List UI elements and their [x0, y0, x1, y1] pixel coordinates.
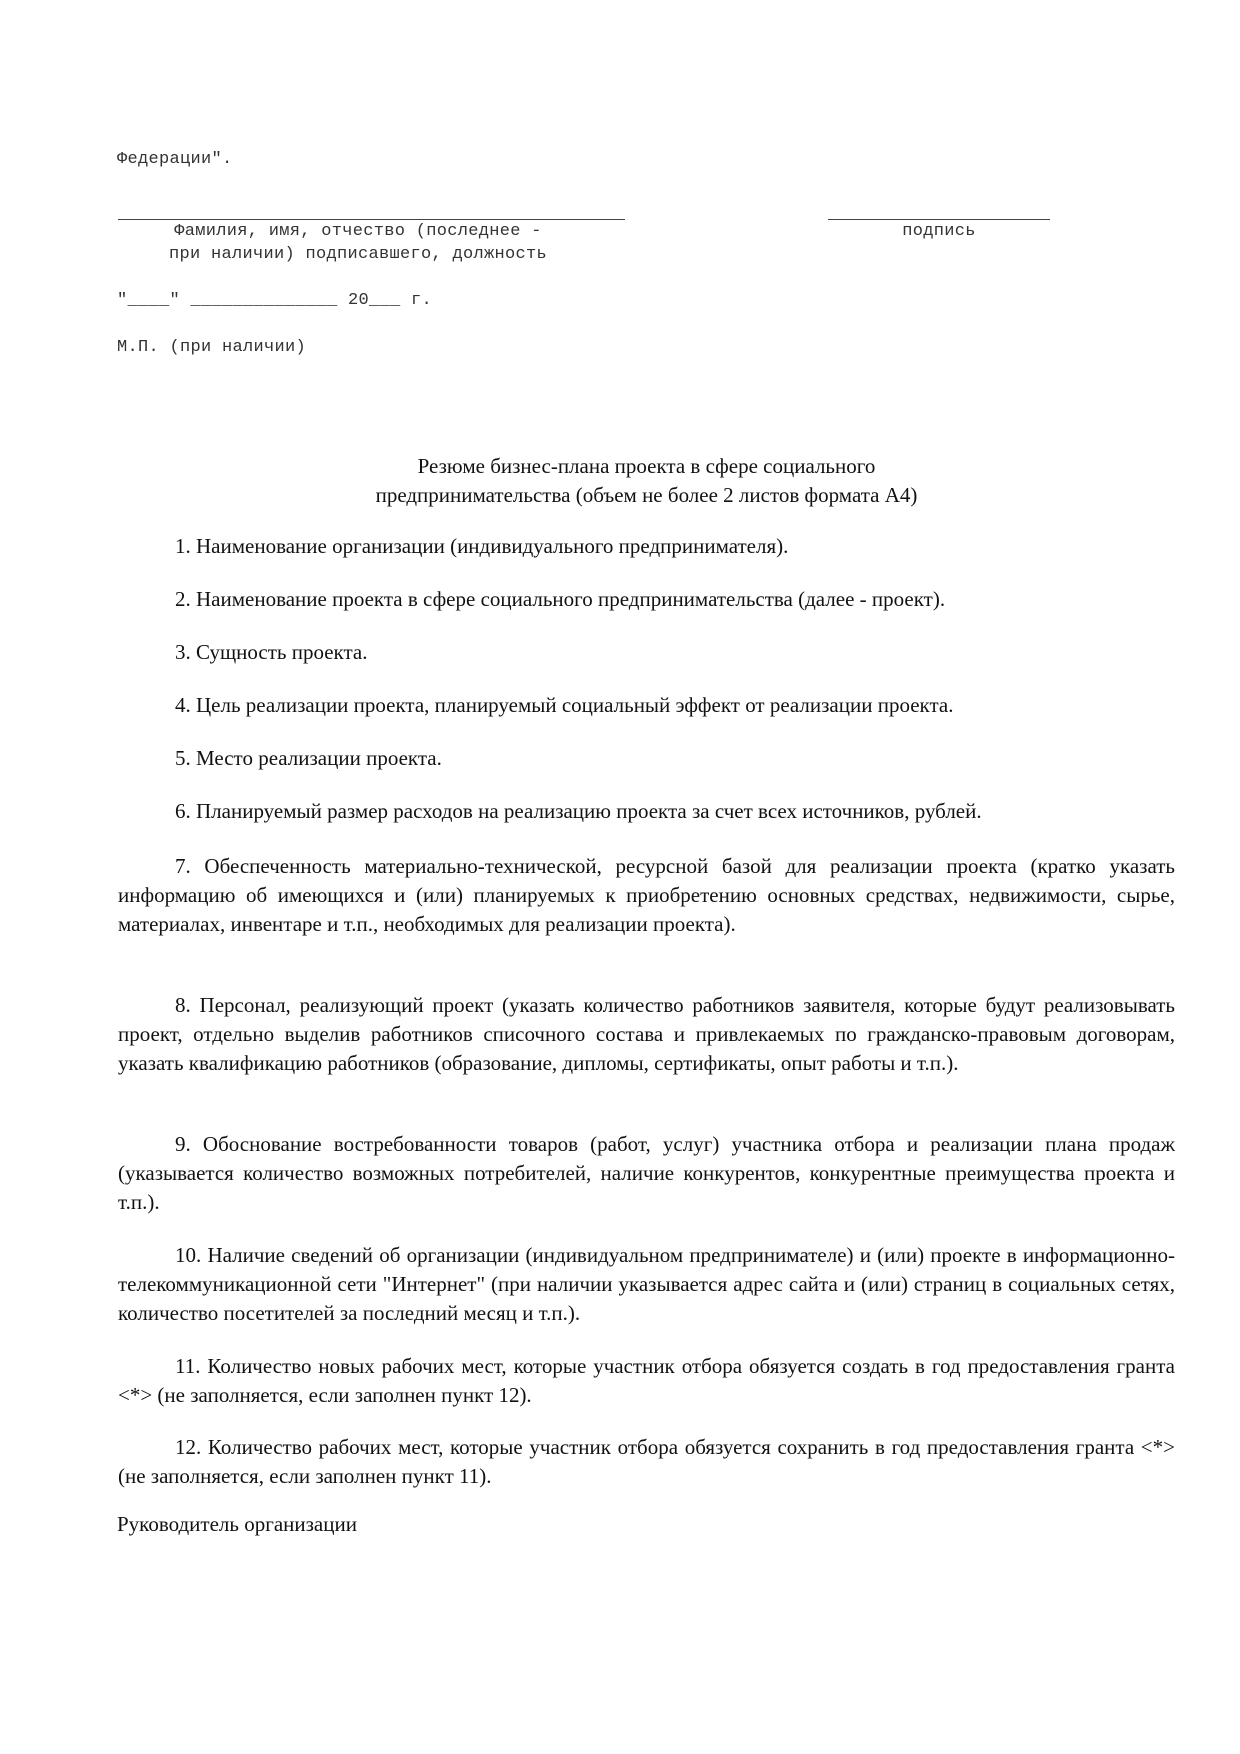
date-line: "____" ______________ 20___ г.: [117, 291, 433, 310]
list-item-12: 12. Количество рабочих мест, которые участник отбора обязуется сохранить в год предоставления гранта <*> (не заполняется, если заполнен пункт 11).: [118, 1435, 1175, 1488]
signature-line: [828, 219, 1050, 220]
list-item-8: 8. Персонал, реализующий проект (указать количество работников заявителя, которые будут реализовывать проект, отдельно выделив работников списочного состава и привлекаемых по гражданско-правовым договорам, указать квалификацию работников (образование, дипломы, сертификаты, опыт работы и т.п.).: [118, 993, 1175, 1075]
list-item-1: 1. Наименование организации (индивидуального предпринимателя).: [175, 534, 789, 558]
list-item-5: 5. Место реализации проекта.: [175, 746, 442, 770]
list-item-3: 3. Сущность проекта.: [175, 640, 368, 664]
name-signature-line: [118, 219, 625, 220]
list-item-10: 10. Наличие сведений об организации (индивидуальном предпринимателе) и (или) проекте в информационно-телекоммуникационной сети "Интернет" (при наличии указывается адрес сайта и (или) страниц в социальных сетях, количество посетителей за последний месяц и т.п.).: [118, 1243, 1175, 1325]
previous-page-tail-text: Федерации".: [117, 150, 233, 169]
list-item-6: 6. Планируемый размер расходов на реализацию проекта за счет всех источников, рублей.: [175, 799, 982, 823]
name-caption-line1: Фамилия, имя, отчество (последнее -: [174, 222, 542, 241]
document-title: [118, 452, 1175, 510]
list-item-11: 11. Количество новых рабочих мест, которые участник отбора обязуется создать в год предоставления гранта <*> (не заполняется, если заполнен пункт 12).: [118, 1354, 1175, 1407]
list-item-4: 4. Цель реализации проекта, планируемый социальный эффект от реализации проекта.: [175, 693, 954, 717]
signer-label: Руководитель организации: [117, 1512, 357, 1536]
name-caption-line2: при наличии) подписавшего, должность: [168, 245, 548, 264]
document-title-line2: предпринимательства (объем не более 2 листов формата А4): [375, 483, 918, 507]
list-item-2: 2. Наименование проекта в сфере социального предпринимательства (далее - проект).: [175, 587, 946, 611]
signature-caption: подпись: [902, 222, 976, 241]
list-item-9: 9. Обоснование востребованности товаров (работ, услуг) участника отбора и реализации плана продаж (указывается количество возможных потребителей, наличие конкурентов, конкурентные преимущества проекта и т.п.).: [118, 1132, 1175, 1214]
list-item-7: 7. Обеспеченность материально-технической, ресурсной базой для реализации проекта (кратко указать информацию об имеющихся и (или) планируемых к приобретению основных средствах, недвижимости, сырье, материалах, инвентаре и т.п., необходимых для реализации проекта).: [118, 854, 1175, 936]
seal-label: М.П. (при наличии): [117, 338, 307, 357]
document-title-line1: Резюме бизнес-плана проекта в сфере социального: [417, 454, 876, 478]
